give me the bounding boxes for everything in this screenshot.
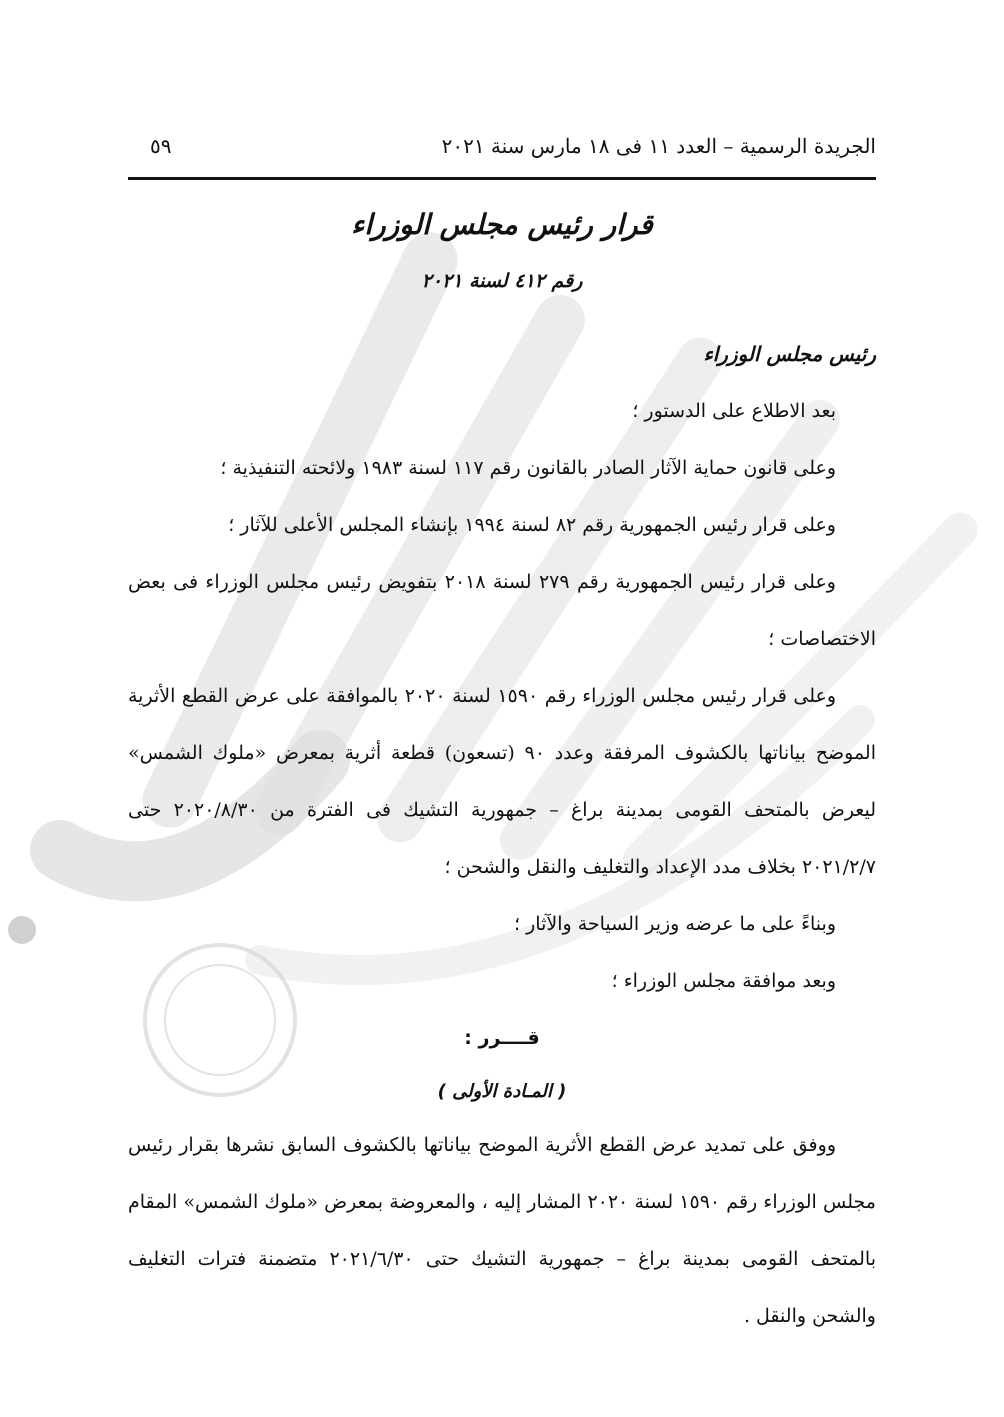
preamble-paragraph: وعلى قرار رئيس الجمهورية رقم ٢٧٩ لسنة ٢٠١٨ بتفويض رئيس مجلس الوزراء فى بعض الاختصاصات ؛ [128,571,876,650]
running-title: الجريدة الرسمية – العدد ١١ فى ١٨ مارس سنة ٢٠٢١ [441,134,876,158]
decree-body [128,326,876,1345]
preamble-paragraph: بعد الاطلاع على الدستور ؛ [632,400,836,422]
article-text: ووفق على تمديد عرض القطع الأثرية الموضح بياناتها بالكشوف السابق نشرها بقرار رئيس مجلس الوزراء رقم ١٥٩٠ لسنة ٢٠٢٠ المشار إليه ، والمعروضة بمعرض «ملوك الشمس» المقام بالمتحف القومى بمدينة براغ – جمهورية التشيك حتى ٢٠٢١/٦/٣٠ متضمنة فترات التغليف والشحن والنقل . [128,1134,876,1327]
gazette-page [128,0,876,1417]
article-title: ( المـادة الأولى ) [437,1081,567,1102]
issuer-heading: رئيس مجلس الوزراء [703,342,876,366]
preamble-paragraph: وعلى قرار رئيس مجلس الوزراء رقم ١٥٩٠ لسنة ٢٠٢٠ بالموافقة على عرض القطع الأثرية الموضح بياناتها بالكشوف المرفقة وعدد ٩٠ (تسعون) قطعة أثرية بمعرض «ملوك الشمس» ليعرض بالمتحف القومى بمدينة براغ – جمهورية التشيك فى الفترة من ٢٠٢٠/٨/٣٠ حتى ٢٠٢١/٢/٧ بخلاف مدد الإعداد والتغليف والنقل والشحن ؛ [128,685,876,878]
preamble-paragraph: وبناءً على ما عرضه وزير السياحة والآثار ؛ [514,913,836,935]
preamble-paragraph: وعلى قرار رئيس الجمهورية رقم ٨٢ لسنة ١٩٩٤ بإنشاء المجلس الأعلى للآثار ؛ [228,514,836,536]
decree-number: رقم ٤١٢ لسنة ٢٠٢١ [421,270,583,292]
decides-heading: قــــرر : [464,1027,540,1049]
preamble-paragraph: وبعد موافقة مجلس الوزراء ؛ [611,970,836,992]
header-rule [128,177,876,180]
page-header [128,128,876,164]
preamble-paragraph: وعلى قانون حماية الآثار الصادر بالقانون رقم ١١٧ لسنة ١٩٨٣ ولائحته التنفيذية ؛ [220,457,836,479]
decree-title: قرار رئيس مجلس الوزراء [351,208,653,241]
page-number: ٥٩ [150,134,172,158]
